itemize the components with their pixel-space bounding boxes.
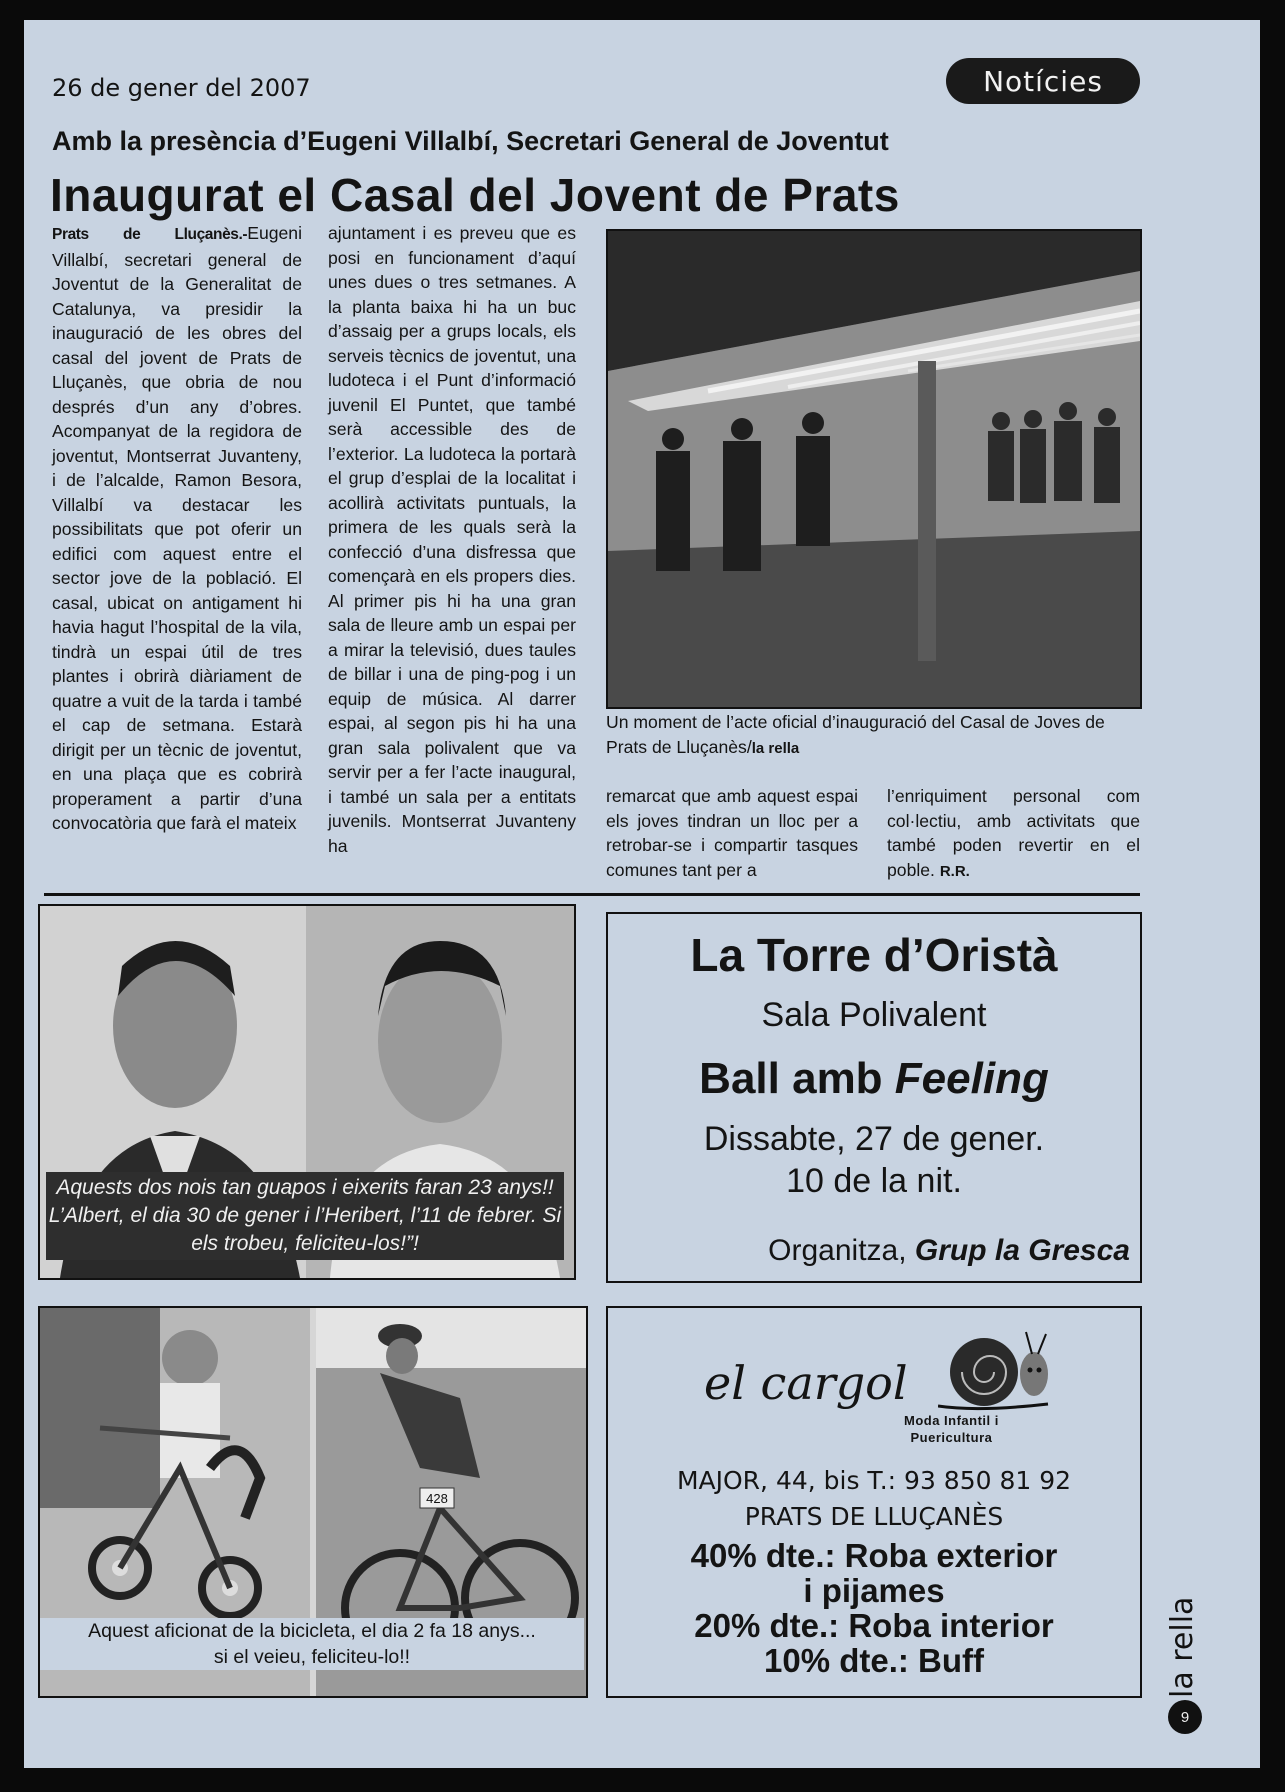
shop-address: MAJOR, 44, bis T.: 93 850 81 92 — [676, 1466, 1072, 1495]
article-column-1 — [52, 221, 302, 836]
shop-town: PRATS DE LLUÇANÈS — [744, 1502, 1004, 1531]
advert-organizer — [768, 1234, 1130, 1268]
article-col2-text: ajuntament i es preveu que es posi en funcionament d’aquí unes dues o tres setmanes. A la planta baixa hi ha un buc d’assaig per a grups locals, els serveis tècnics de joventut, una ludoteca i el Punt d’informació juvenil El Puntet, que també serà accessible des de l’exterior. La ludoteca la portarà el grup d’esplai de la localitat i acollirà activitats puntuals, la primera de les quals serà la confecció d’una disfressa que començarà en els propers dies. Al primer pis hi ha una gran sala de lleure amb un espai per a mirar la televisió, dues taules de billar i una de ping-pog i un equip de música. Al darrer espai, al segon pis hi ha una gran sala polivalent que va servir per a fer l’acte inaugural, i també un sala per a entitats juvenils. Montserrat Juvanteny ha — [328, 223, 576, 856]
snail-icon — [938, 1326, 1058, 1416]
article-col1-text: Eugeni Villalbí, secretari general de Joventut de la Generalitat de Catalunya, va presidir la inauguració de les obres del casal del jovent de Prats de Lluçanès, que obria de nou després d’un any d’obres. Acompanyat de la regidora de joventut, Montserrat Juvanteny, i de l’alcalde, Ramon Besora, Villalbí va destacar les possibilitats que pot oferir un edifici com aquest entre el sector jove de la població. El casal, ubicat on antigament hi havia hagut l’hospital de la vila, tindrà un espai útil de tres plantes i obrirà diàriament de quatre a vuit de la tarda i també el cap de setmana. Estarà dirigit per un tècnic de joventut, en una plaça que es cobrirà properament a partir d’una convocatòria que farà el mateix — [52, 223, 302, 833]
advert-torre-orista — [606, 912, 1142, 1283]
article-location: Prats de Lluçanès.- — [52, 226, 248, 243]
birthday-caption-2-line-1: Aquest aficionat de la bicicleta, el dia 2 fa 18 anys... — [88, 1620, 536, 1642]
advert-organizer-name: Grup la Gresca — [914, 1234, 1130, 1267]
magazine-name — [1152, 1580, 1212, 1700]
birthday-caption-2 — [40, 1618, 584, 1670]
photo-caption — [606, 710, 1138, 761]
article-headline: Inaugurat el Casal del Jovent de Prats — [50, 169, 900, 221]
magazine-name-text: la rella — [1165, 1596, 1200, 1698]
discount-offer-1-line-1: 40% dte.: Roba exterior — [690, 1537, 1058, 1574]
photo-credit: la rella — [751, 739, 800, 757]
article-column-2 — [328, 221, 576, 858]
inauguration-photo-drawing — [608, 231, 1140, 707]
advert-organizer-prefix: Organitza, — [768, 1234, 915, 1267]
photo-caption-text: Un moment de l’acte oficial d’inauguració del Casal de Joves de Prats de Lluçanès/ — [606, 712, 1105, 757]
birthday-caption-1: Aquests dos nois tan guapos i eixerits faran 23 anys!! L’Albert, el dia 30 de gener i l’Heribert, l’11 de febrer. Si els trobeu, feliciteu-los!”! — [46, 1172, 564, 1260]
birthday-caption-2-line-2: si el veieu, feliciteu-lo!! — [213, 1646, 411, 1668]
section-divider — [44, 893, 1140, 896]
page-number: 9 — [1168, 1700, 1202, 1734]
advert-venue-title: La Torre d’Oristà — [690, 929, 1058, 981]
article-column-4 — [887, 784, 1140, 884]
discount-offer-1-line-2: i pijames — [803, 1572, 945, 1609]
advert-event-time: 10 de la nit. — [786, 1162, 962, 1200]
section-label: Notícies — [946, 58, 1140, 104]
article-signature: R.R. — [939, 862, 970, 880]
inauguration-photo — [606, 229, 1142, 709]
shop-tagline-line-2: Puericultura — [910, 1430, 993, 1445]
advert-el-cargol — [606, 1306, 1142, 1698]
article-kicker: Amb la presència d’Eugeni Villalbí, Secretari General de Joventut — [52, 126, 889, 156]
article-column-3 — [606, 784, 858, 882]
shop-tagline-line-1: Moda Infantil i — [904, 1413, 999, 1428]
advert-event-date: Dissabte, 27 de gener. — [703, 1120, 1045, 1158]
article-col3-text: remarcat que amb aquest espai els joves tindran un lloc per a retrobar-se i compartir tasques comunes tant per a — [606, 786, 858, 880]
discount-offer-2: 20% dte.: Roba interior — [694, 1607, 1054, 1644]
advert-venue-subtitle: Sala Polivalent — [761, 996, 987, 1034]
issue-date: 26 de gener del 2007 — [52, 74, 311, 102]
shop-tagline — [904, 1412, 999, 1446]
advert-event-prefix: Ball amb — [699, 1054, 895, 1103]
article-col4-text: l’enriquiment personal com col·lectiu, amb activitats que també poden revertir en el poble. — [887, 786, 1140, 880]
advert-event-name — [608, 1054, 1140, 1104]
race-bib-number: 428 — [426, 1491, 448, 1506]
advert-event-emphasis: Feeling — [894, 1054, 1049, 1103]
discount-offer-3: 10% dte.: Buff — [763, 1642, 984, 1679]
shop-logo-text: el cargol — [704, 1356, 908, 1410]
